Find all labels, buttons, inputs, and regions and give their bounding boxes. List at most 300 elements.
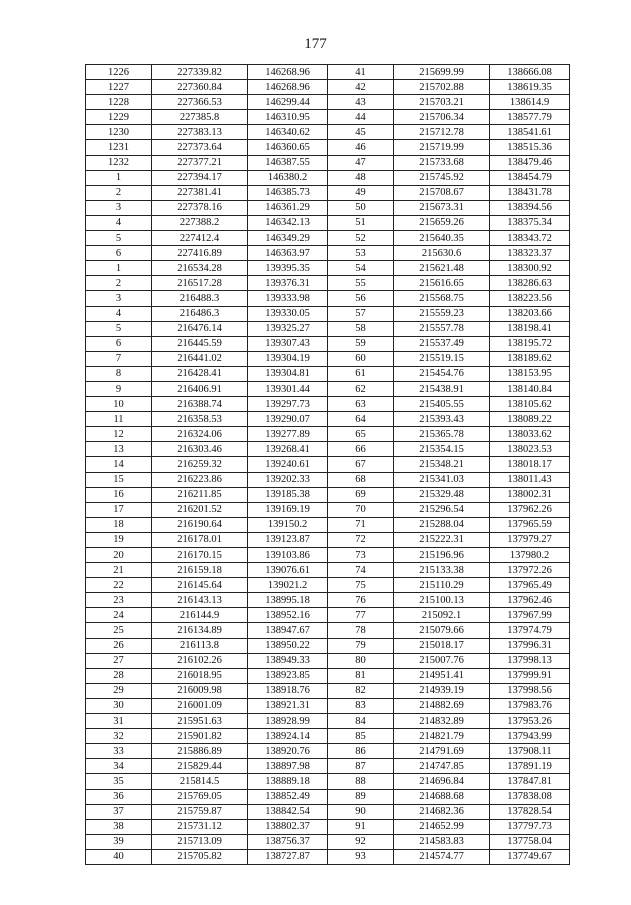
table-cell: 216428.41 bbox=[152, 366, 248, 381]
table-row bbox=[86, 487, 570, 502]
table-cell: 214688.68 bbox=[394, 789, 490, 804]
table-cell: 146299.44 bbox=[248, 95, 328, 110]
table-cell: 82 bbox=[328, 683, 394, 698]
table-cell: 214747.85 bbox=[394, 759, 490, 774]
table-row bbox=[86, 578, 570, 593]
table-cell: 137828.54 bbox=[490, 804, 570, 819]
table-cell: 146363.97 bbox=[248, 246, 328, 261]
table-cell: 146268.96 bbox=[248, 80, 328, 95]
table-cell: 138300.92 bbox=[490, 261, 570, 276]
table-cell: 227378.16 bbox=[152, 200, 248, 215]
table-cell: 23 bbox=[86, 593, 152, 608]
table-cell: 137838.08 bbox=[490, 789, 570, 804]
table-cell: 3 bbox=[86, 291, 152, 306]
table-cell: 216223.86 bbox=[152, 472, 248, 487]
table-cell: 215296.54 bbox=[394, 502, 490, 517]
table-cell: 88 bbox=[328, 774, 394, 789]
table-cell: 139240.61 bbox=[248, 457, 328, 472]
table-row bbox=[86, 548, 570, 563]
table-cell: 4 bbox=[86, 306, 152, 321]
table-cell: 78 bbox=[328, 623, 394, 638]
table-cell: 215702.88 bbox=[394, 80, 490, 95]
table-cell: 215901.82 bbox=[152, 729, 248, 744]
table-row bbox=[86, 276, 570, 291]
table-row bbox=[86, 774, 570, 789]
table-cell: 11 bbox=[86, 412, 152, 427]
table-cell: 214574.77 bbox=[394, 849, 490, 864]
table-cell: 215731.12 bbox=[152, 819, 248, 834]
table-cell: 139277.89 bbox=[248, 427, 328, 442]
table-cell: 75 bbox=[328, 578, 394, 593]
table-cell: 89 bbox=[328, 789, 394, 804]
table-cell: 138666.08 bbox=[490, 65, 570, 80]
table-cell: 138921.31 bbox=[248, 698, 328, 713]
table-row bbox=[86, 668, 570, 683]
table-cell: 1232 bbox=[86, 155, 152, 170]
table-cell: 137996.31 bbox=[490, 638, 570, 653]
table-row bbox=[86, 608, 570, 623]
table-row bbox=[86, 427, 570, 442]
table-cell: 138198.41 bbox=[490, 321, 570, 336]
table-row bbox=[86, 563, 570, 578]
table-cell: 139304.19 bbox=[248, 351, 328, 366]
table-cell: 138515.36 bbox=[490, 140, 570, 155]
table-cell: 215222.31 bbox=[394, 532, 490, 547]
table-cell: 45 bbox=[328, 125, 394, 140]
table-cell: 71 bbox=[328, 517, 394, 532]
table-cell: 215699.99 bbox=[394, 65, 490, 80]
table-cell: 215951.63 bbox=[152, 714, 248, 729]
table-cell: 3 bbox=[86, 200, 152, 215]
table-cell: 216488.3 bbox=[152, 291, 248, 306]
table-cell: 42 bbox=[328, 80, 394, 95]
table-cell: 137758.04 bbox=[490, 834, 570, 849]
table-row bbox=[86, 744, 570, 759]
table-cell: 215348.21 bbox=[394, 457, 490, 472]
table-cell: 137965.49 bbox=[490, 578, 570, 593]
table-row bbox=[86, 125, 570, 140]
table-cell: 137980.2 bbox=[490, 548, 570, 563]
table-cell: 227339.82 bbox=[152, 65, 248, 80]
table-cell: 215673.31 bbox=[394, 200, 490, 215]
table-cell: 137974.79 bbox=[490, 623, 570, 638]
table-cell: 215288.04 bbox=[394, 517, 490, 532]
table-cell: 139304.81 bbox=[248, 366, 328, 381]
table-cell: 137979.27 bbox=[490, 532, 570, 547]
table-row bbox=[86, 200, 570, 215]
table-cell: 138105.62 bbox=[490, 397, 570, 412]
table-cell: 35 bbox=[86, 774, 152, 789]
table-cell: 77 bbox=[328, 608, 394, 623]
table-row bbox=[86, 849, 570, 864]
table-cell: 215557.78 bbox=[394, 321, 490, 336]
table-cell: 139123.87 bbox=[248, 532, 328, 547]
table-cell: 138153.95 bbox=[490, 366, 570, 381]
table-cell: 146385.73 bbox=[248, 185, 328, 200]
table-row bbox=[86, 729, 570, 744]
table-row bbox=[86, 593, 570, 608]
table-cell: 4 bbox=[86, 215, 152, 230]
table-cell: 8 bbox=[86, 366, 152, 381]
table-cell: 146268.96 bbox=[248, 65, 328, 80]
table-cell: 138195.72 bbox=[490, 336, 570, 351]
table-cell: 138614.9 bbox=[490, 95, 570, 110]
table-cell: 139021.2 bbox=[248, 578, 328, 593]
table-cell: 81 bbox=[328, 668, 394, 683]
table-row bbox=[86, 155, 570, 170]
table-cell: 138343.72 bbox=[490, 231, 570, 246]
table-cell: 216259.32 bbox=[152, 457, 248, 472]
table-cell: 137999.91 bbox=[490, 668, 570, 683]
table-cell: 48 bbox=[328, 170, 394, 185]
table-cell: 216517.28 bbox=[152, 276, 248, 291]
table-cell: 52 bbox=[328, 231, 394, 246]
table-cell: 57 bbox=[328, 306, 394, 321]
table-cell: 44 bbox=[328, 110, 394, 125]
table-row bbox=[86, 397, 570, 412]
table-cell: 215329.48 bbox=[394, 487, 490, 502]
table-cell: 138018.17 bbox=[490, 457, 570, 472]
table-cell: 139333.98 bbox=[248, 291, 328, 306]
table-cell: 137962.26 bbox=[490, 502, 570, 517]
table-cell: 214682.36 bbox=[394, 804, 490, 819]
table-cell: 137943.99 bbox=[490, 729, 570, 744]
table-cell: 79 bbox=[328, 638, 394, 653]
table-cell: 64 bbox=[328, 412, 394, 427]
table-cell: 139301.44 bbox=[248, 381, 328, 396]
table-cell: 137998.13 bbox=[490, 653, 570, 668]
table-cell: 139330.05 bbox=[248, 306, 328, 321]
table-cell: 215719.99 bbox=[394, 140, 490, 155]
table-cell: 216143.13 bbox=[152, 593, 248, 608]
table-cell: 216144.9 bbox=[152, 608, 248, 623]
table-cell: 214939.19 bbox=[394, 683, 490, 698]
table-cell: 215706.34 bbox=[394, 110, 490, 125]
table-cell: 138203.66 bbox=[490, 306, 570, 321]
table-cell: 138889.18 bbox=[248, 774, 328, 789]
table-cell: 54 bbox=[328, 261, 394, 276]
table-cell: 138002.31 bbox=[490, 487, 570, 502]
table-cell: 47 bbox=[328, 155, 394, 170]
table-cell: 138995.18 bbox=[248, 593, 328, 608]
table-cell: 138286.63 bbox=[490, 276, 570, 291]
table-row bbox=[86, 215, 570, 230]
table-row bbox=[86, 185, 570, 200]
table-cell: 139185.38 bbox=[248, 487, 328, 502]
table-cell: 138920.76 bbox=[248, 744, 328, 759]
table-row bbox=[86, 623, 570, 638]
table-cell: 56 bbox=[328, 291, 394, 306]
table-cell: 138923.85 bbox=[248, 668, 328, 683]
table-row bbox=[86, 110, 570, 125]
table-cell: 17 bbox=[86, 502, 152, 517]
table-row bbox=[86, 65, 570, 80]
table-cell: 138089.22 bbox=[490, 412, 570, 427]
table-cell: 138011.43 bbox=[490, 472, 570, 487]
table-cell: 55 bbox=[328, 276, 394, 291]
table-cell: 138802.37 bbox=[248, 819, 328, 834]
table-cell: 214882.69 bbox=[394, 698, 490, 713]
table-cell: 29 bbox=[86, 683, 152, 698]
table-cell: 215886.89 bbox=[152, 744, 248, 759]
table-cell: 138394.56 bbox=[490, 200, 570, 215]
table-cell: 53 bbox=[328, 246, 394, 261]
table-cell: 58 bbox=[328, 321, 394, 336]
table-row bbox=[86, 291, 570, 306]
table-cell: 215454.76 bbox=[394, 366, 490, 381]
table-cell: 227385.8 bbox=[152, 110, 248, 125]
table-cell: 138023.53 bbox=[490, 442, 570, 457]
table-cell: 216170.15 bbox=[152, 548, 248, 563]
table-row bbox=[86, 457, 570, 472]
table-cell: 216145.64 bbox=[152, 578, 248, 593]
table-cell: 146387.55 bbox=[248, 155, 328, 170]
table-cell: 74 bbox=[328, 563, 394, 578]
table-cell: 215712.78 bbox=[394, 125, 490, 140]
table-cell: 138323.37 bbox=[490, 246, 570, 261]
table-cell: 215659.26 bbox=[394, 215, 490, 230]
table-row bbox=[86, 351, 570, 366]
table-cell: 28 bbox=[86, 668, 152, 683]
table-cell: 227360.84 bbox=[152, 80, 248, 95]
table-cell: 138842.54 bbox=[248, 804, 328, 819]
table-cell: 215616.65 bbox=[394, 276, 490, 291]
table-cell: 138897.98 bbox=[248, 759, 328, 774]
table-cell: 138852.49 bbox=[248, 789, 328, 804]
table-row bbox=[86, 714, 570, 729]
table-cell: 215365.78 bbox=[394, 427, 490, 442]
table-cell: 1231 bbox=[86, 140, 152, 155]
table-cell: 40 bbox=[86, 849, 152, 864]
table-cell: 227383.13 bbox=[152, 125, 248, 140]
table-cell: 216406.91 bbox=[152, 381, 248, 396]
table-cell: 214821.79 bbox=[394, 729, 490, 744]
table-cell: 33 bbox=[86, 744, 152, 759]
table-cell: 14 bbox=[86, 457, 152, 472]
table-row bbox=[86, 381, 570, 396]
table-cell: 216441.02 bbox=[152, 351, 248, 366]
table-cell: 37 bbox=[86, 804, 152, 819]
table-cell: 50 bbox=[328, 200, 394, 215]
table-cell: 215713.09 bbox=[152, 834, 248, 849]
table-cell: 138479.46 bbox=[490, 155, 570, 170]
coordinates-table bbox=[85, 64, 570, 865]
table-cell: 139290.07 bbox=[248, 412, 328, 427]
table-row bbox=[86, 336, 570, 351]
table-cell: 215814.5 bbox=[152, 774, 248, 789]
table-cell: 215703.21 bbox=[394, 95, 490, 110]
table-cell: 216534.28 bbox=[152, 261, 248, 276]
table-row bbox=[86, 517, 570, 532]
table-cell: 138454.79 bbox=[490, 170, 570, 185]
table-cell: 214832.89 bbox=[394, 714, 490, 729]
table-cell: 51 bbox=[328, 215, 394, 230]
table-cell: 138928.99 bbox=[248, 714, 328, 729]
table-cell: 139395.35 bbox=[248, 261, 328, 276]
table-cell: 138918.76 bbox=[248, 683, 328, 698]
table-row bbox=[86, 95, 570, 110]
table-cell: 137965.59 bbox=[490, 517, 570, 532]
table-cell: 22 bbox=[86, 578, 152, 593]
table-cell: 215630.6 bbox=[394, 246, 490, 261]
table-cell: 38 bbox=[86, 819, 152, 834]
table-cell: 216201.52 bbox=[152, 502, 248, 517]
table-cell: 32 bbox=[86, 729, 152, 744]
table-cell: 146380.2 bbox=[248, 170, 328, 185]
table-cell: 31 bbox=[86, 714, 152, 729]
table-cell: 227381.41 bbox=[152, 185, 248, 200]
table-cell: 137908.11 bbox=[490, 744, 570, 759]
table-cell: 227388.2 bbox=[152, 215, 248, 230]
table-cell: 215018.17 bbox=[394, 638, 490, 653]
table-cell: 83 bbox=[328, 698, 394, 713]
table-cell: 61 bbox=[328, 366, 394, 381]
table-row bbox=[86, 638, 570, 653]
table-cell: 216486.3 bbox=[152, 306, 248, 321]
table-cell: 1229 bbox=[86, 110, 152, 125]
table-cell: 6 bbox=[86, 336, 152, 351]
table-cell: 59 bbox=[328, 336, 394, 351]
table-cell: 215133.38 bbox=[394, 563, 490, 578]
table-cell: 1227 bbox=[86, 80, 152, 95]
table-cell: 1 bbox=[86, 261, 152, 276]
table-cell: 215621.48 bbox=[394, 261, 490, 276]
table-cell: 139376.31 bbox=[248, 276, 328, 291]
table-cell: 72 bbox=[328, 532, 394, 547]
table-row bbox=[86, 532, 570, 547]
table-cell: 68 bbox=[328, 472, 394, 487]
table-cell: 227373.64 bbox=[152, 140, 248, 155]
table-cell: 20 bbox=[86, 548, 152, 563]
table-cell: 215438.91 bbox=[394, 381, 490, 396]
table-cell: 137962.46 bbox=[490, 593, 570, 608]
table-row bbox=[86, 442, 570, 457]
table-row bbox=[86, 231, 570, 246]
table-cell: 216190.64 bbox=[152, 517, 248, 532]
table-cell: 215007.76 bbox=[394, 653, 490, 668]
table-cell: 138924.14 bbox=[248, 729, 328, 744]
table-row bbox=[86, 366, 570, 381]
table-cell: 25 bbox=[86, 623, 152, 638]
table-cell: 19 bbox=[86, 532, 152, 547]
table-cell: 216159.18 bbox=[152, 563, 248, 578]
table-cell: 2 bbox=[86, 185, 152, 200]
table-cell: 1230 bbox=[86, 125, 152, 140]
table-cell: 9 bbox=[86, 381, 152, 396]
table-row bbox=[86, 306, 570, 321]
table-cell: 16 bbox=[86, 487, 152, 502]
table-row bbox=[86, 502, 570, 517]
table-row bbox=[86, 834, 570, 849]
table-cell: 215640.35 bbox=[394, 231, 490, 246]
table-cell: 138189.62 bbox=[490, 351, 570, 366]
table-cell: 2 bbox=[86, 276, 152, 291]
table-cell: 215341.03 bbox=[394, 472, 490, 487]
table-cell: 26 bbox=[86, 638, 152, 653]
table-cell: 90 bbox=[328, 804, 394, 819]
table-cell: 62 bbox=[328, 381, 394, 396]
table-cell: 227377.21 bbox=[152, 155, 248, 170]
table-cell: 137749.67 bbox=[490, 849, 570, 864]
table-cell: 215405.55 bbox=[394, 397, 490, 412]
table-cell: 139076.61 bbox=[248, 563, 328, 578]
table-cell: 34 bbox=[86, 759, 152, 774]
table-cell: 138727.87 bbox=[248, 849, 328, 864]
table-cell: 138619.35 bbox=[490, 80, 570, 95]
table-cell: 41 bbox=[328, 65, 394, 80]
table-cell: 146342.13 bbox=[248, 215, 328, 230]
table-cell: 146340.62 bbox=[248, 125, 328, 140]
table-cell: 10 bbox=[86, 397, 152, 412]
table-cell: 216211.85 bbox=[152, 487, 248, 502]
table-cell: 215354.15 bbox=[394, 442, 490, 457]
table-row bbox=[86, 819, 570, 834]
table-row bbox=[86, 653, 570, 668]
table-cell: 215829.44 bbox=[152, 759, 248, 774]
table-cell: 137972.26 bbox=[490, 563, 570, 578]
table-cell: 215092.1 bbox=[394, 608, 490, 623]
table-cell: 12 bbox=[86, 427, 152, 442]
table-cell: 69 bbox=[328, 487, 394, 502]
table-cell: 1228 bbox=[86, 95, 152, 110]
table-cell: 214951.41 bbox=[394, 668, 490, 683]
table-cell: 146361.29 bbox=[248, 200, 328, 215]
table-cell: 30 bbox=[86, 698, 152, 713]
table-cell: 216388.74 bbox=[152, 397, 248, 412]
table-row bbox=[86, 472, 570, 487]
table-cell: 137953.26 bbox=[490, 714, 570, 729]
table-cell: 146360.65 bbox=[248, 140, 328, 155]
table-cell: 6 bbox=[86, 246, 152, 261]
table-cell: 84 bbox=[328, 714, 394, 729]
table-cell: 138577.79 bbox=[490, 110, 570, 125]
table-cell: 7 bbox=[86, 351, 152, 366]
table-cell: 215769.05 bbox=[152, 789, 248, 804]
table-row bbox=[86, 246, 570, 261]
table-cell: 138756.37 bbox=[248, 834, 328, 849]
table-row bbox=[86, 789, 570, 804]
table-cell: 24 bbox=[86, 608, 152, 623]
table-cell: 43 bbox=[328, 95, 394, 110]
table-row bbox=[86, 412, 570, 427]
table-cell: 216324.06 bbox=[152, 427, 248, 442]
table-cell: 63 bbox=[328, 397, 394, 412]
table-cell: 93 bbox=[328, 849, 394, 864]
table-cell: 215393.43 bbox=[394, 412, 490, 427]
table-cell: 36 bbox=[86, 789, 152, 804]
table-cell: 138949.33 bbox=[248, 653, 328, 668]
table-cell: 215733.68 bbox=[394, 155, 490, 170]
table-row bbox=[86, 80, 570, 95]
table-cell: 215705.82 bbox=[152, 849, 248, 864]
table-cell: 216476.14 bbox=[152, 321, 248, 336]
table-cell: 5 bbox=[86, 231, 152, 246]
table-cell: 216134.89 bbox=[152, 623, 248, 638]
table-cell: 46 bbox=[328, 140, 394, 155]
table-cell: 137797.73 bbox=[490, 819, 570, 834]
table-cell: 137998.56 bbox=[490, 683, 570, 698]
table-cell: 87 bbox=[328, 759, 394, 774]
table-cell: 139103.86 bbox=[248, 548, 328, 563]
table-cell: 138223.56 bbox=[490, 291, 570, 306]
table-cell: 91 bbox=[328, 819, 394, 834]
table-cell: 137967.99 bbox=[490, 608, 570, 623]
table-cell: 138033.62 bbox=[490, 427, 570, 442]
table-cell: 216009.98 bbox=[152, 683, 248, 698]
table-cell: 216113.8 bbox=[152, 638, 248, 653]
table-row bbox=[86, 140, 570, 155]
table-cell: 139150.2 bbox=[248, 517, 328, 532]
